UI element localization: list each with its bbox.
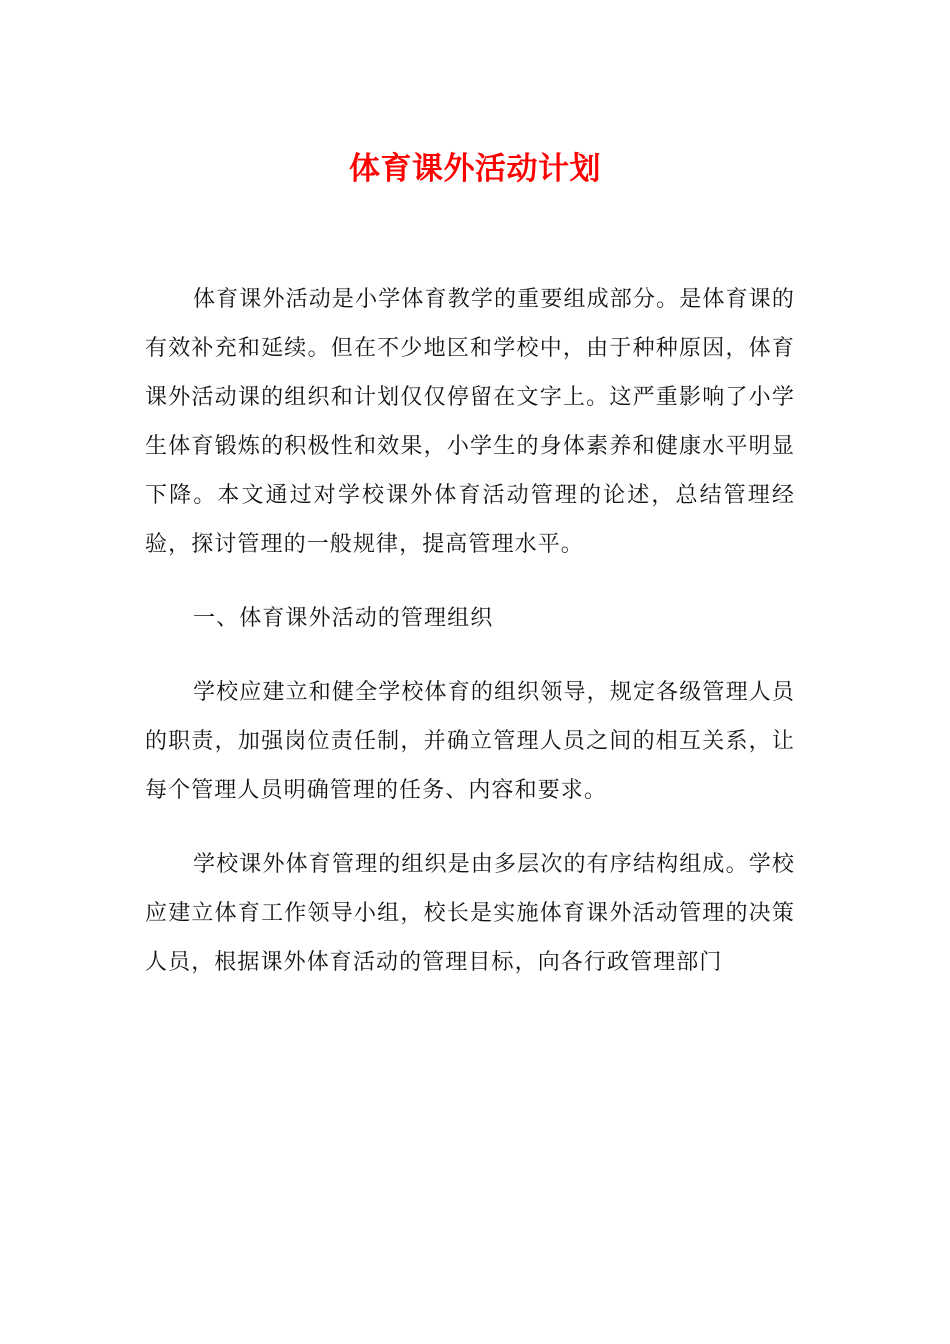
paragraph-intro: 体育课外活动是小学体育教学的重要组成部分。是体育课的有效补充和延续。但在不少地区和学校中，由于种种原因，体育课外活动课的组织和计划仅仅停留在文字上。这严重影响了小学生体育锻炼的积极性和效果，小学生的身体素养和健康水平明显下降。本文通过对学校课外体育活动管理的论述，总结管理经验，探讨管理的一般规律，提高管理水平。: [145, 287, 795, 557]
document-body: [145, 275, 795, 1012]
paragraph-organization: 学校应建立和健全学校体育的组织领导，规定各级管理人员的职责，加强岗位责任制，并确立管理人员之间的相互关系，让每个管理人员明确管理的任务、内容和要求。: [145, 680, 795, 803]
section-heading-1: 一、体育课外活动的管理组织: [193, 606, 494, 631]
document-title: 体育课外活动计划: [349, 151, 601, 187]
paragraph-structure: 学校课外体育管理的组织是由多层次的有序结构组成。学校应建立体育工作领导小组，校长是实施体育课外活动管理的决策人员，根据课外体育活动的管理目标，向各行政管理部门: [145, 852, 795, 975]
